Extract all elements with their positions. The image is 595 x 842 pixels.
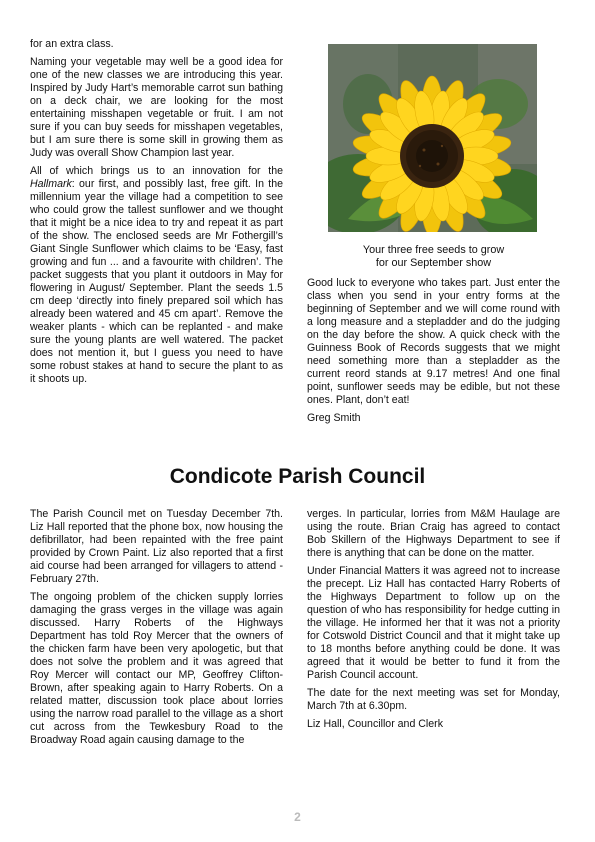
council-column-right — [307, 508, 560, 736]
author-signature: Greg Smith — [307, 412, 361, 424]
text-run: : our first, and possibly last, free gift. In the millennium year the village had a competition to see who could grow the tallest sunflower and we thought that it might be a nice idea to try and repeat it as part of the show. The enclosed seeds are Mr Fothergill’s Giant Single Sunflower which claims to be ‘Easy, fast growing and fun ... and a favourite with children’. The packet suggests that you plant it outdoors in May for flowering in August/ September. Plant the seeds 1.5 cm deep ‘directly into finely prepared soil which has already been watered and 45 cm apart’. Remove the weaker plants - which can be replanted - and make sure the young plants are well watered. The packet does not mention it, but I guess you need to have some robust stakes at hand to secure the plant to as it shoots up. — [30, 178, 283, 385]
paragraph-next-meeting: The date for the next meeting was set for Monday, March 7th at 6.30pm. — [307, 687, 560, 712]
hallmark-title: Hallmark — [30, 178, 72, 190]
paragraph-sunflower-gift — [30, 165, 283, 386]
paragraph-meeting: The Parish Council met on Tuesday December 7th. Liz Hall reported that the phone box, now housing the defibrillator, had been repainted with the free paint provided by Crown Paint. Liz also reported that a first aid course had been arranged for villagers to attend - February 27th. — [30, 508, 283, 585]
caption-line: Your three free seeds to grow — [362, 244, 505, 256]
paragraph-lorries: The ongoing problem of the chicken supply lorries damaging the grass verges in the village was again discussed. Harry Roberts of the Highways Department has told Roy Mercer that the owners of the chicken farm have been very apologetic, but that does not solve the problem and it was agreed that Roy Mercer will contact our MP, Geoffrey Clifton-Brown, after speaking again to Harry Roberts. On a related matter, discussion took place about lorries using the narrow road parallel to the village as a short cut across from the Tewkesbury Road to the Broadway Road again causing damage to the — [30, 591, 283, 746]
paragraph-fragment: for an extra class. — [30, 38, 114, 50]
sunflower-photo — [328, 44, 537, 232]
clerk-signature: Liz Hall, Councillor and Clerk — [307, 718, 444, 730]
sunflower-icon — [328, 44, 537, 232]
paragraph-good-luck: Good luck to everyone who takes part. Just enter the class when you send in your entry forms at the beginning of September and we will come round with a long measure and a stepladder and do the judging on the day before the show. A quick check with the Guinness Book of Records suggests that we might need something more than a stepladder as the current reord stands at 9.17 metres! And one final point, sunflower seeds may be edible, but not these ones. Plant, don’t eat! — [307, 277, 560, 406]
paragraph-financial: Under Financial Matters it was agreed not to increase the precept. Liz Hall has contacted Harry Roberts of the Highways Department to follow up on the question of who has responsibility for hedge cutting in the village. He informed her that it was not a priority for Cotswold District Council and that it might take up to 18 months before anything could be done. It was agreed that it would be better to fund it from the Parish Council account. — [307, 565, 560, 681]
article-column-top-left — [30, 38, 283, 391]
council-column-left — [30, 508, 283, 752]
paragraph-verges: verges. In particular, lorries from M&M Haulage are using the route. Brian Craig has agreed to contact Bob Skillern of the Highways Department to see if there is anything that can be done on the matter. — [307, 508, 560, 559]
caption-line: for our September show — [375, 257, 492, 269]
paragraph-vegetable-class: Naming your vegetable may well be a good idea for one of the new classes we are introducing this year. Inspired by Judy Hart’s memorable carrot sun bathing on a deck chair, we are looking for the most entertaining misshapen vegetable or fruit. I am not sure if you can buy seeds for misshapen vegetables, but I am sure there is some skill in growing them as Judy was overall Show Champion last year. — [30, 56, 283, 159]
text-run: All of which brings us to an innovation for the — [30, 165, 283, 177]
section-title: Condicote Parish Council — [169, 465, 426, 488]
page-number: 2 — [294, 810, 301, 824]
article-column-top-right — [307, 277, 560, 430]
photo-caption — [307, 244, 560, 270]
